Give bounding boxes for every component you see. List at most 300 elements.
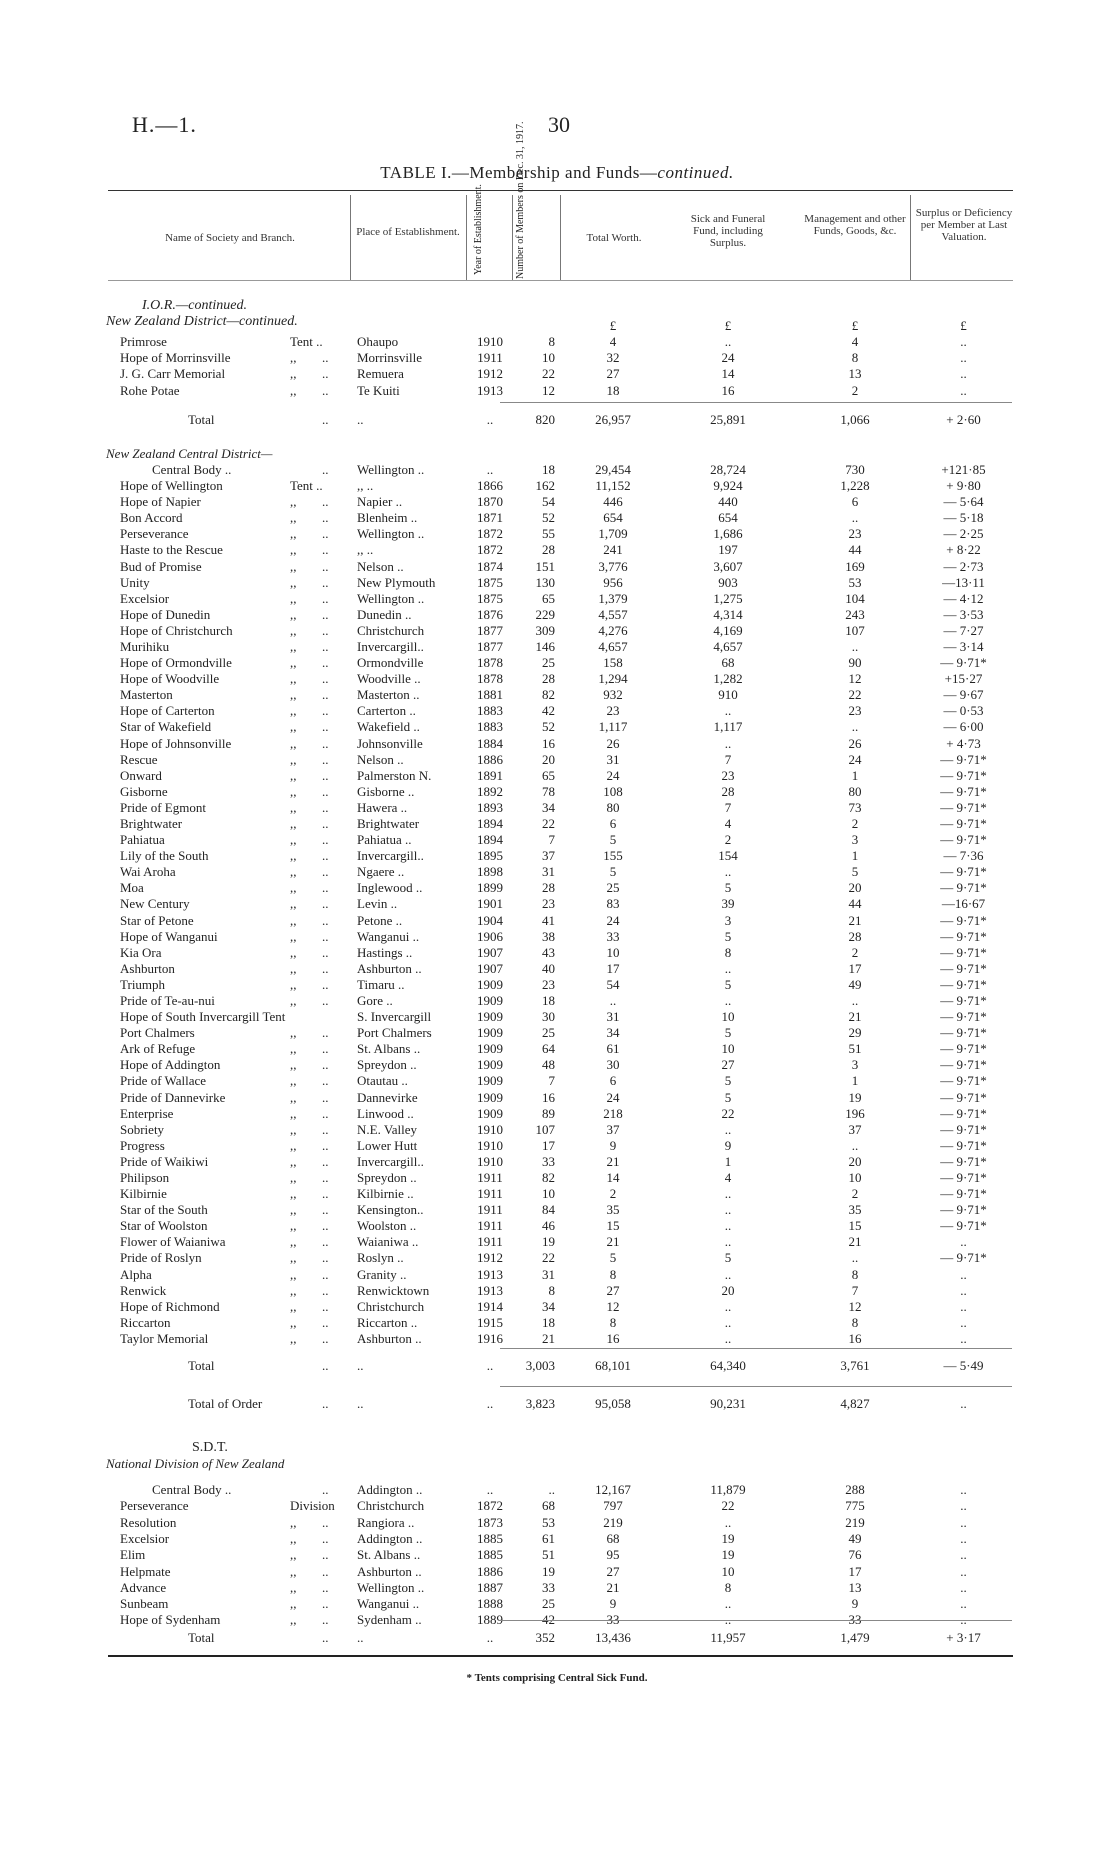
place-of-establishment: Timaru ..: [357, 976, 405, 992]
leader-dots: ..: [322, 1202, 329, 1218]
place-of-establishment: ,, ..: [357, 542, 374, 558]
total-worth: 1,709: [598, 526, 628, 542]
surplus-deficiency: — 9·71*: [940, 1250, 987, 1266]
sick-funeral-fund: 4,657: [713, 638, 743, 654]
branch-name: Star of Petone: [120, 912, 194, 928]
surplus-deficiency: + 8·22: [946, 542, 981, 558]
branch-name: Hope of Wanganui: [120, 928, 218, 944]
management-funds: 5: [851, 864, 859, 880]
branch-name: Sobriety: [120, 1121, 165, 1137]
col-header-sick: Sick and Funeral Fund, including Surplus.: [690, 213, 766, 249]
branch-type: ,,: [290, 1025, 297, 1041]
table-row: [0, 1547, 1114, 1562]
header-top-rule: [108, 190, 1013, 191]
management-funds: ..: [851, 1250, 859, 1266]
total-rule: [500, 1348, 1012, 1349]
leader-dots: ..: [322, 510, 329, 526]
total-worth: 158: [603, 655, 623, 671]
table-row: [0, 800, 1114, 815]
surplus-deficiency: ..: [960, 1314, 967, 1330]
management-funds: 44: [848, 542, 862, 558]
table-row: [0, 671, 1114, 686]
members-count: 31: [542, 1266, 555, 1282]
branch-type: ,,: [290, 1218, 297, 1234]
branch-name: Lily of the South: [120, 848, 209, 864]
surplus-deficiency: — 9·71*: [940, 1057, 987, 1073]
year-of-establishment: 1910: [477, 1153, 503, 1169]
table-row: [0, 334, 1114, 349]
table-row: [0, 1596, 1114, 1611]
year-of-establishment: 1909: [477, 1105, 503, 1121]
leader-dots: ..: [322, 976, 329, 992]
total-worth: 2: [609, 1186, 617, 1202]
leader-dots: ..: [322, 574, 329, 590]
total-worth: 21: [606, 1234, 620, 1250]
branch-name: Hope of Ormondville: [120, 655, 232, 671]
surplus-deficiency: — 9·71*: [940, 976, 987, 992]
surplus-deficiency: — 9·71*: [940, 992, 987, 1008]
sick-funeral-fund: 28: [721, 783, 735, 799]
leader-dots: ..: [322, 1250, 329, 1266]
members-count: 46: [542, 1218, 555, 1234]
branch-type: ,,: [290, 1250, 297, 1266]
surplus-deficiency: — 9·71*: [940, 912, 987, 928]
place-of-establishment: Riccarton ..: [357, 1314, 418, 1330]
management-funds: 21: [848, 912, 862, 928]
leader-dots: ..: [322, 848, 329, 864]
year-of-establishment: 1883: [477, 719, 503, 735]
branch-type: ,,: [290, 350, 297, 366]
total-worth: 797: [603, 1498, 623, 1514]
branch-type: ,,: [290, 1153, 297, 1169]
table-row: [0, 1041, 1114, 1056]
branch-type: ,,: [290, 896, 297, 912]
branch-name: Star of Wakefield: [120, 719, 212, 735]
total-worth: 4,557: [598, 606, 628, 622]
surplus-deficiency: — 9·71*: [940, 864, 987, 880]
branch-name: Brightwater: [120, 815, 183, 831]
leader-dots: ..: [322, 1612, 329, 1628]
management-funds: 33: [848, 1612, 862, 1628]
management-funds: 90: [848, 655, 862, 671]
year-of-establishment: ..: [486, 1358, 494, 1373]
year-of-establishment: 1892: [477, 783, 503, 799]
section-heading: New Zealand District—continued.: [106, 314, 298, 329]
branch-name: Kia Ora: [120, 944, 162, 960]
members-count: 20: [542, 751, 555, 767]
sick-funeral-fund: 28,724: [710, 462, 746, 477]
total-worth: 17: [606, 960, 620, 976]
table-row: [0, 1331, 1114, 1346]
branch-type: Tent ..: [290, 478, 323, 494]
table-row: [0, 1073, 1114, 1088]
table-row: [0, 929, 1114, 944]
branch-type: ,,: [290, 622, 297, 638]
sick-funeral-fund: 1,686: [713, 526, 743, 542]
branch-name: Pride of Roslyn: [120, 1250, 202, 1266]
management-funds: 73: [848, 799, 862, 815]
surplus-deficiency: — 9·71*: [940, 1186, 987, 1202]
branch-name: Excelsior: [120, 590, 170, 606]
members-count: 25: [542, 1025, 555, 1041]
members-count: 55: [542, 526, 555, 542]
surplus-deficiency: — 9·71*: [940, 1105, 987, 1121]
branch-name: Rescue: [120, 751, 158, 767]
branch-type: ,,: [290, 1041, 297, 1057]
section-heading: National Division of New Zealand: [106, 1456, 285, 1471]
total-row: [0, 1358, 1114, 1373]
members-count: ..: [548, 1482, 555, 1497]
total-worth: 95,058: [595, 1396, 631, 1411]
table-row: [0, 1186, 1114, 1201]
surplus-deficiency: —16·67: [941, 896, 986, 912]
members-count: 151: [535, 558, 555, 574]
place-of-establishment: New Plymouth: [357, 574, 436, 590]
leader-dots: ..: [322, 960, 329, 976]
sick-funeral-fund: 11,957: [710, 1630, 746, 1645]
table-row: [0, 961, 1114, 976]
branch-name: Elim: [120, 1547, 146, 1563]
surplus-deficiency: — 5·18: [943, 510, 984, 526]
place-of-establishment: Port Chalmers: [357, 1025, 432, 1041]
leader-dots: ..: [322, 1596, 329, 1612]
members-count: 8: [548, 1282, 555, 1298]
col-header-name: Name of Society and Branch.: [165, 232, 295, 244]
table-row: [0, 880, 1114, 895]
surplus-deficiency: — 9·71*: [940, 1041, 987, 1057]
management-funds: 288: [845, 1482, 865, 1497]
surplus-deficiency: +121·85: [941, 462, 986, 477]
members-count: 53: [542, 1514, 555, 1530]
branch-type: ,,: [290, 703, 297, 719]
table-row: [0, 462, 1114, 477]
currency-unit: £: [960, 318, 967, 333]
total-worth: 14: [606, 1169, 620, 1185]
table-title-main: TABLE I.—Membership and Funds—: [380, 163, 658, 182]
surplus-deficiency: ..: [960, 1514, 967, 1530]
branch-name: New Century: [120, 896, 190, 912]
table-row: [0, 1202, 1114, 1217]
table-row: [0, 1580, 1114, 1595]
management-funds: 24: [848, 751, 862, 767]
branch-type: ,,: [290, 735, 297, 751]
management-funds: 37: [848, 1121, 862, 1137]
sick-funeral-fund: 8: [724, 944, 732, 960]
branch-name: Pahiatua: [120, 832, 165, 848]
surplus-deficiency: — 9·71*: [940, 832, 987, 848]
place-of-establishment: Christchurch: [357, 1498, 425, 1514]
sick-funeral-fund: 4,169: [713, 622, 743, 638]
total-worth: 108: [603, 783, 623, 799]
members-count: 42: [542, 703, 555, 719]
place-of-establishment: Ormondville: [357, 655, 424, 671]
leader-dots: ..: [322, 719, 329, 735]
branch-name: Primrose: [120, 334, 167, 349]
year-of-establishment: 1888: [477, 1596, 503, 1612]
sick-funeral-fund: 7: [724, 799, 732, 815]
leader-dots: ..: [322, 412, 329, 427]
surplus-deficiency: — 9·71*: [940, 880, 987, 896]
total-worth: 16: [606, 1330, 620, 1346]
management-funds: 17: [848, 1563, 862, 1579]
place-of-establishment: Woolston ..: [357, 1218, 417, 1234]
management-funds: ..: [851, 992, 859, 1008]
branch-name: Progress: [120, 1137, 165, 1153]
leader-dots: ..: [322, 1137, 329, 1153]
management-funds: 21: [848, 1009, 862, 1025]
sick-funeral-fund: 20: [721, 1282, 735, 1298]
sick-funeral-fund: 440: [718, 494, 738, 510]
table-row: [0, 510, 1114, 525]
branch-name: Flower of Waianiwa: [120, 1234, 226, 1250]
management-funds: 7: [851, 1282, 859, 1298]
branch-name: Pride of Egmont: [120, 799, 206, 815]
col-header-surplus: Surplus or Deficiency per Member at Last Valuation.: [915, 207, 1013, 243]
branch-name: Sunbeam: [120, 1596, 169, 1612]
leader-dots: ..: [322, 382, 329, 398]
management-funds: 26: [848, 735, 862, 751]
branch-type: ,,: [290, 366, 297, 382]
surplus-deficiency: — 2·73: [943, 558, 984, 574]
leader-dots: ..: [322, 928, 329, 944]
leader-dots: ..: [322, 1089, 329, 1105]
members-count: 28: [542, 542, 555, 558]
table-row: [0, 896, 1114, 911]
management-funds: 12: [848, 671, 862, 687]
total-rule: [500, 1620, 1012, 1621]
sick-funeral-fund: 197: [718, 542, 738, 558]
branch-name: Hope of South Invercargill Tent: [120, 1009, 286, 1025]
leader-dots: ..: [322, 1073, 329, 1089]
management-funds: ..: [851, 719, 859, 735]
table-row: [0, 1267, 1114, 1282]
sick-funeral-fund: 5: [724, 976, 732, 992]
place-of-establishment: ,, ..: [357, 478, 374, 494]
place-of-establishment: Invercargill..: [357, 848, 424, 864]
col-divider: [350, 195, 351, 280]
members-count: 68: [542, 1498, 555, 1514]
year-of-establishment: 1910: [477, 334, 503, 349]
branch-name: Pride of Dannevirke: [120, 1089, 226, 1105]
members-count: 7: [548, 832, 555, 848]
table-row: [0, 1250, 1114, 1265]
branch-type: ,,: [290, 928, 297, 944]
branch-type: ,,: [290, 574, 297, 590]
year-of-establishment: ..: [486, 412, 494, 427]
sick-funeral-fund: 68: [721, 655, 735, 671]
sick-funeral-fund: 2: [724, 832, 732, 848]
management-funds: 16: [848, 1330, 862, 1346]
members-count: 64: [542, 1041, 555, 1057]
leader-dots: ..: [322, 558, 329, 574]
year-of-establishment: 1872: [477, 526, 503, 542]
total-worth: 35: [606, 1202, 620, 1218]
place-of-establishment: ..: [357, 1630, 364, 1645]
place-of-establishment: Pahiatua ..: [357, 832, 412, 848]
branch-type: ,,: [290, 799, 297, 815]
surplus-deficiency: — 9·71*: [940, 1121, 987, 1137]
branch-type: ,,: [290, 1121, 297, 1137]
sick-funeral-fund: ..: [724, 864, 732, 880]
year-of-establishment: 1898: [477, 864, 503, 880]
management-funds: 3: [851, 832, 859, 848]
management-funds: 6: [851, 494, 859, 510]
members-count: 52: [542, 510, 555, 526]
branch-name: Perseverance: [120, 526, 189, 542]
leader-dots: ..: [322, 1041, 329, 1057]
branch-name: Hope of Morrinsville: [120, 350, 231, 366]
branch-name: Hope of Carterton: [120, 703, 215, 719]
branch-type: ,,: [290, 542, 297, 558]
leader-dots: ..: [322, 1298, 329, 1314]
management-funds: 730: [845, 462, 865, 477]
table-row: [0, 1299, 1114, 1314]
leader-dots: ..: [322, 1330, 329, 1346]
members-count: 78: [542, 783, 555, 799]
section-ior: I.O.R.—continued.: [142, 298, 247, 313]
members-count: 19: [542, 1563, 555, 1579]
branch-name: Alpha: [120, 1266, 152, 1282]
management-funds: ..: [851, 638, 859, 654]
branch-type: ,,: [290, 1612, 297, 1628]
total-worth: 37: [606, 1121, 620, 1137]
table-row: [0, 591, 1114, 606]
management-funds: 35: [848, 1202, 862, 1218]
total-worth: 8: [609, 1314, 617, 1330]
branch-type: ,,: [290, 1282, 297, 1298]
place-of-establishment: Te Kuiti: [357, 382, 400, 398]
branch-name: Total: [188, 1358, 215, 1373]
sick-funeral-fund: ..: [724, 992, 732, 1008]
year-of-establishment: 1883: [477, 703, 503, 719]
table-row: [0, 1531, 1114, 1546]
leader-dots: ..: [322, 832, 329, 848]
leader-dots: ..: [322, 542, 329, 558]
surplus-deficiency: ..: [960, 1498, 967, 1514]
place-of-establishment: Ashburton ..: [357, 1563, 422, 1579]
branch-type: ,,: [290, 1330, 297, 1346]
management-funds: 49: [848, 1530, 862, 1546]
branch-name: Star of the South: [120, 1202, 208, 1218]
year-of-establishment: 1875: [477, 574, 503, 590]
branch-name: Total: [188, 1630, 215, 1645]
management-funds: 76: [848, 1547, 862, 1563]
branch-type: ,,: [290, 606, 297, 622]
year-of-establishment: 1878: [477, 671, 503, 687]
year-of-establishment: 1881: [477, 687, 503, 703]
table-row: [0, 993, 1114, 1008]
members-count: 21: [542, 1330, 555, 1346]
surplus-deficiency: ..: [960, 350, 967, 366]
management-funds: 29: [848, 1025, 862, 1041]
place-of-establishment: Wanganui ..: [357, 928, 420, 944]
total-worth: 15: [606, 1218, 620, 1234]
sick-funeral-fund: 10: [721, 1009, 735, 1025]
year-of-establishment: 1911: [477, 1234, 503, 1250]
members-count: 37: [542, 848, 555, 864]
year-of-establishment: 1876: [477, 606, 503, 622]
members-count: 34: [542, 1298, 555, 1314]
surplus-deficiency: ..: [960, 1396, 967, 1411]
management-funds: 2: [851, 944, 859, 960]
members-count: 16: [542, 1089, 555, 1105]
place-of-establishment: Remuera: [357, 366, 404, 382]
place-of-establishment: Wellington ..: [357, 1579, 425, 1595]
table-row: [0, 913, 1114, 928]
branch-type: ,,: [290, 1234, 297, 1250]
management-funds: 10: [848, 1169, 862, 1185]
total-worth: 61: [606, 1041, 620, 1057]
members-count: 43: [542, 944, 555, 960]
sick-funeral-fund: 5: [724, 1025, 732, 1041]
total-worth: 33: [606, 928, 620, 944]
place-of-establishment: Addington ..: [357, 1482, 423, 1497]
branch-type: ,,: [290, 494, 297, 510]
col-header-place: Place of Establishment.: [356, 226, 460, 238]
total-row: [0, 1630, 1114, 1645]
surplus-deficiency: ..: [960, 1234, 967, 1250]
place-of-establishment: Spreydon ..: [357, 1169, 417, 1185]
sick-funeral-fund: ..: [724, 1298, 732, 1314]
members-count: 42: [542, 1612, 555, 1628]
branch-type: ,,: [290, 864, 297, 880]
year-of-establishment: 1872: [477, 542, 503, 558]
leader-dots: ..: [322, 350, 329, 366]
year-of-establishment: 1877: [477, 622, 503, 638]
branch-name: Gisborne: [120, 783, 168, 799]
sick-funeral-fund: 19: [721, 1547, 735, 1563]
table-row: [0, 383, 1114, 398]
leader-dots: ..: [322, 462, 329, 477]
management-funds: 8: [851, 1314, 859, 1330]
management-funds: 2: [851, 382, 859, 398]
surplus-deficiency: —13·11: [942, 574, 985, 590]
year-of-establishment: 1871: [477, 510, 503, 526]
branch-type: ,,: [290, 526, 297, 542]
sick-funeral-fund: ..: [724, 1186, 732, 1202]
total-worth: 18: [606, 382, 620, 398]
sick-funeral-fund: 9: [724, 1137, 732, 1153]
leader-dots: ..: [322, 1282, 329, 1298]
place-of-establishment: Invercargill..: [357, 638, 424, 654]
branch-type: ,,: [290, 832, 297, 848]
surplus-deficiency: — 5·64: [943, 494, 984, 510]
branch-type: ,,: [290, 912, 297, 928]
sick-funeral-fund: ..: [724, 1514, 732, 1530]
place-of-establishment: Blenheim ..: [357, 510, 418, 526]
sick-funeral-fund: 4: [724, 1169, 732, 1185]
table-row: [0, 607, 1114, 622]
branch-type: ,,: [290, 1202, 297, 1218]
management-funds: 1: [851, 1073, 859, 1089]
management-funds: 2: [851, 815, 859, 831]
total-worth: 4,657: [598, 638, 628, 654]
surplus-deficiency: ..: [960, 1530, 967, 1546]
sick-funeral-fund: 903: [718, 574, 738, 590]
table-row: [0, 736, 1114, 751]
branch-type: ,,: [290, 1314, 297, 1330]
total-worth: 5: [609, 832, 617, 848]
branch-name: Total of Order: [188, 1396, 263, 1411]
leader-dots: ..: [322, 1314, 329, 1330]
year-of-establishment: 1889: [477, 1612, 503, 1628]
total-worth: 13,436: [595, 1630, 631, 1645]
members-count: 23: [542, 896, 555, 912]
total-worth: 5: [609, 864, 617, 880]
surplus-deficiency: ..: [960, 1547, 967, 1563]
members-count: 38: [542, 928, 555, 944]
year-of-establishment: 1907: [477, 960, 503, 976]
